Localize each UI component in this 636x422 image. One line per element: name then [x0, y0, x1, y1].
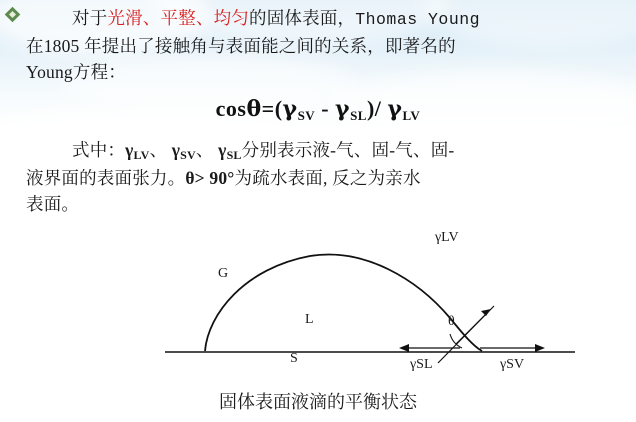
- formula-cos: cos: [215, 96, 247, 121]
- symbol-gamma-lv: γ: [125, 140, 134, 160]
- formula-gamma-sv: γ: [282, 96, 298, 122]
- formula-open-paren: (: [274, 96, 283, 121]
- text-line2a: 液界面的表面张力。: [26, 168, 186, 188]
- formula-sub-sl: SL: [350, 108, 367, 123]
- formula-slash: /: [374, 96, 382, 121]
- paragraph-intro: [26, 5, 626, 85]
- gamma-lv-vector: [456, 312, 488, 344]
- formula-theta: θ: [246, 96, 262, 122]
- text-line3: Young方程：: [26, 62, 126, 82]
- gamma-lv-arrowhead: [481, 309, 491, 316]
- text-lead: 对于: [72, 8, 108, 28]
- formula-gamma-sl: γ: [335, 96, 351, 122]
- label-liquid: L: [305, 312, 314, 327]
- label-gamma-lv: γLV: [435, 230, 459, 245]
- text-meaning: 分别表示液-气、固-气、固-: [241, 140, 455, 160]
- paragraph-explanation: [26, 137, 626, 217]
- gamma-sl-arrowhead: [399, 344, 409, 352]
- text-line2: 在1805 年提出了接触角与表面能之间的关系，即著名的: [26, 36, 456, 56]
- text-lead2: 式中：: [72, 140, 126, 160]
- symbol-sub-sv: SV: [180, 148, 196, 162]
- formula-minus: -: [321, 96, 330, 121]
- symbol-gamma-sl: γ: [218, 140, 227, 160]
- young-equation: [0, 96, 636, 122]
- droplet-diagram: [150, 218, 590, 378]
- angle-condition: θ> 90°: [185, 168, 235, 188]
- symbol-sub-sl: SL: [226, 148, 242, 162]
- droplet-outline: [205, 255, 482, 351]
- text-name-en: Thomas Young: [355, 10, 481, 29]
- label-gas: G: [218, 266, 229, 281]
- separator: 、: [195, 140, 214, 160]
- text-line2b: 为疏水表面, 反之为亲水: [234, 168, 421, 188]
- text-after: 的固体表面，: [249, 8, 356, 28]
- formula-sub-lv: LV: [402, 108, 421, 123]
- label-solid: S: [290, 351, 298, 366]
- label-gamma-sv: γSV: [500, 357, 525, 372]
- label-theta: θ: [448, 314, 455, 329]
- droplet-svg: [150, 218, 590, 378]
- formula-close-paren: ): [366, 96, 375, 121]
- formula-sub-sv: SV: [297, 108, 316, 123]
- label-gamma-sl: γSL: [410, 357, 433, 372]
- gamma-sv-arrowhead: [535, 344, 545, 352]
- text-line3b: 表面。: [26, 194, 80, 214]
- figure-caption: 固体表面液滴的平衡状态: [219, 392, 417, 412]
- formula-eq: =: [261, 96, 275, 121]
- text-highlight: 光滑、平整、均匀: [107, 8, 250, 28]
- symbol-gamma-sv: γ: [171, 140, 181, 160]
- formula-gamma-lv: γ: [387, 96, 403, 122]
- symbol-sub-lv: LV: [133, 148, 150, 162]
- separator: 、: [149, 140, 168, 160]
